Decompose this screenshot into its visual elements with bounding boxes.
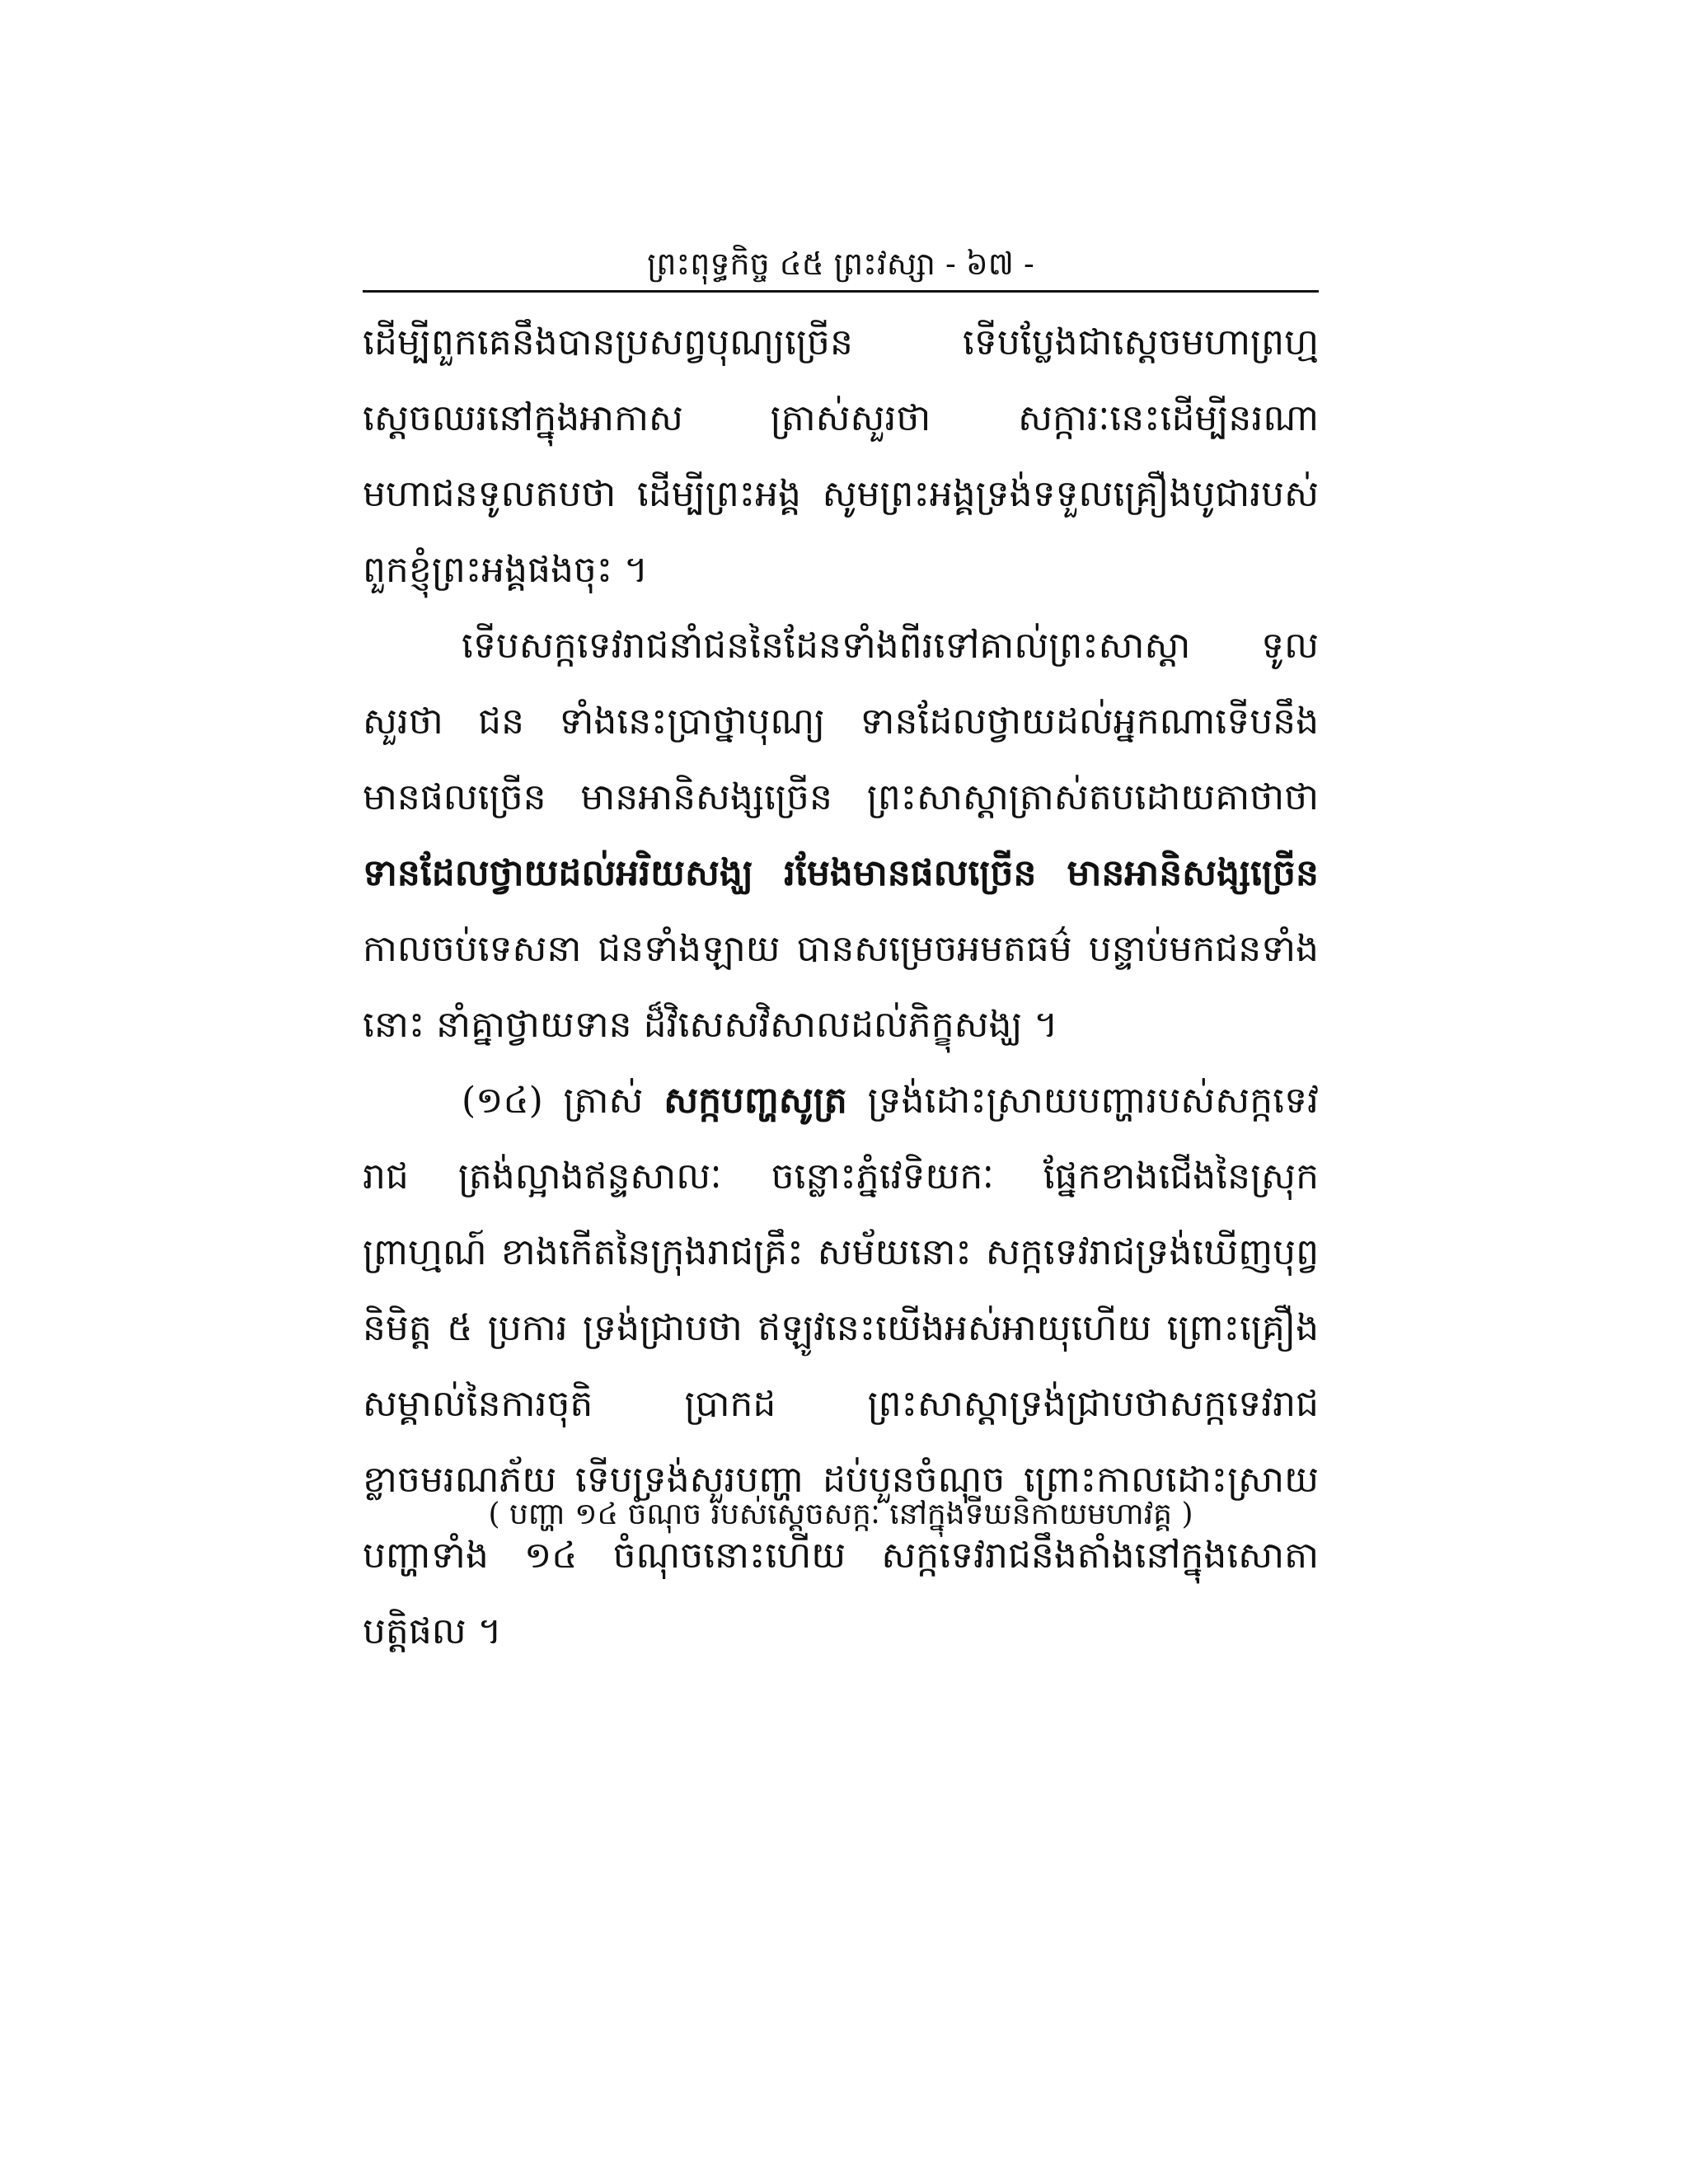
paragraph-2-text-a: ទើបសក្កទេវរាជនាំជននៃដែនទាំងពីរទៅគាល់ព្រះសាស្តា ទូលសួរថា ជន ទាំងនេះប្រាថ្នាបុណ្យ ទានដែលថ្វាយដល់អ្នកណាទើបនឹងមានផលច្រើន មានអានិសង្សច្រើន ព្រះសាស្តាត្រាស់តបដោយគាថាថា	[363, 625, 1319, 818]
paragraph-3-number: (១៤) ត្រាស់	[462, 1080, 644, 1122]
header-rule	[363, 290, 1319, 293]
paragraph-2-verse: ទានដែលថ្វាយដល់អរិយសង្ឃ រមែងមានផលច្រើន មានអានិសង្សច្រើន	[363, 852, 1319, 894]
body-text	[363, 305, 1319, 1670]
paragraph-1: ដើម្បីពួកគេនឹងបានប្រសព្វបុណ្យច្រើន ទើបប្លែងជាស្តេចមហាព្រហ្ម ស្តេចឈរនៅក្នុងអាកាស ត្រាស់សួរថា សក្ការៈនេះដើម្បីនរណា មហាជនទូលតបថា ដើម្បីព្រះអង្គ សូមព្រះអង្គទ្រង់ទទួលគ្រឿងបូជារបស់ពួកខ្ញុំព្រះអង្គផងចុះ ។	[363, 321, 1319, 591]
caption: ( បញ្ហា ១៤ ចំណុច របស់ស្តេចសក្កៈ នៅក្នុងទីឃនិកាយមហាវគ្គ )	[488, 1497, 1193, 1531]
paragraph-2	[363, 608, 1319, 1063]
paragraph-3	[363, 1063, 1319, 1670]
running-head: ព្រះពុទ្ធកិច្ច ៤៥ ព្រះវស្សា - ៦៧ -	[647, 246, 1034, 282]
paragraph-3-sutta-title: សក្កបញ្ហសូត្រ	[663, 1080, 847, 1122]
paragraph-3-text: ទ្រង់ដោះស្រាយបញ្ហារបស់សក្កទេវរាជ ត្រង់ល្អាងឥន្ទសាលៈ ចន្លោះភ្នំវេទិយកៈ ផ្នែកខាងជើងនៃស្រុកព្រាហ្មណ៍ ខាងកើតនៃក្រុងរាជគ្រឹះ សម័យនោះ សក្កទេវរាជទ្រង់ឃើញបុព្វនិមិត្ត ៥ ប្រការ ទ្រង់ជ្រាបថា ឥឡូវនេះយើងអស់អាយុហើយ ព្រោះគ្រឿងសម្គាល់នៃការចុតិ ប្រាកដ ព្រះសាស្តាទ្រង់ជ្រាបថាសក្កទេវរាជខ្លាចមរណភ័យ ទើបទ្រង់សួរបញ្ហា ដប់បួនចំណុច ព្រោះកាលដោះស្រាយបញ្ហាទាំង ១៤ ចំណុចនោះហើយ សក្កទេវរាជនឹងតាំងនៅក្នុងសោតាបត្តិផល ។	[363, 1080, 1319, 1652]
paragraph-2-text-b: កាលចប់ទេសនា ជនទាំងឡាយ បានសម្រេចអមតធម៌ បន្ទាប់មកជនទាំងនោះ នាំគ្នាថ្វាយទាន ដ៏វិសេសវិសាលដល់ភិក្ខុសង្ឃ ។	[363, 928, 1319, 1046]
